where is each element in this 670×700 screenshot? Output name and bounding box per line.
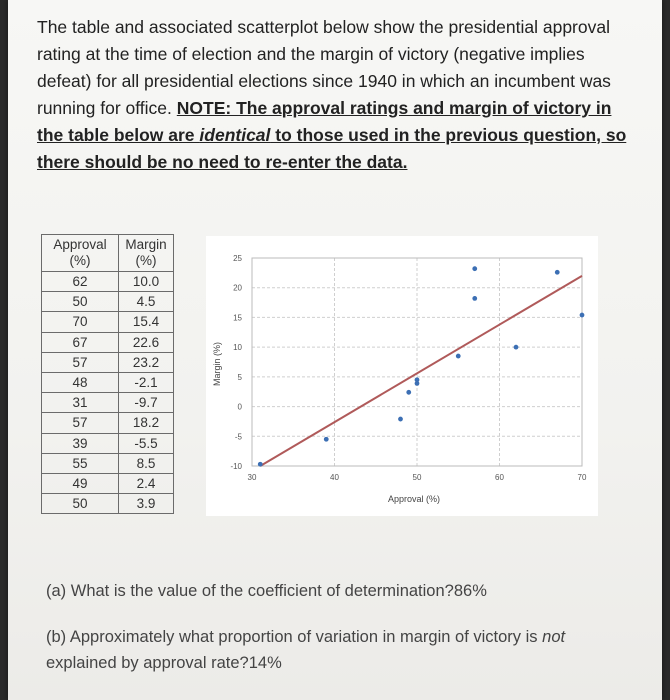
cell-approval: 67 [42,332,119,352]
table-header-row [42,235,174,272]
note-text: NOTE: The approval ratings and margin of victory in the table below are identical to those used in the previous question, so there should be no need to re-enter the data. [37,98,627,172]
cell-margin: 15.4 [119,312,174,332]
cell-approval: 55 [42,453,119,473]
data-point [415,381,420,386]
question-a: (a) What is the value of the coefficient of determination?86% [46,582,487,600]
cell-margin: 2.4 [119,473,174,493]
table-row [42,413,174,433]
data-point [555,270,560,275]
y-tick-label: -5 [234,432,242,442]
cell-approval: 50 [42,494,119,514]
table-row [42,312,174,332]
worksheet-page [8,0,662,700]
x-axis-label: Approval (%) [387,494,441,504]
intro-text: The table and associated scatterplot below show the presidential approval rating at the time of election and the margin of victory (negative implies defeat) for all presidential elections since 1940 in which an incumbent was running for office. [37,17,611,118]
table-row [42,453,174,473]
cell-approval: 57 [42,352,119,372]
cell-approval: 57 [42,413,119,433]
cell-approval: 48 [42,372,119,392]
cell-margin: 3.9 [119,494,174,514]
data-point [472,266,477,271]
table-row [42,272,174,292]
cell-margin: -5.5 [119,433,174,453]
x-tick-label: 70 [577,473,587,482]
header-approval: Approval (%) [42,235,119,272]
x-tick-label: 30 [247,473,257,482]
scatterplot [206,236,598,516]
cell-margin: -2.1 [119,372,174,392]
y-tick-label: 0 [237,402,242,412]
y-tick-label: 15 [233,313,242,323]
y-axis-label: Margin (%) [212,341,222,387]
x-tick-label: 60 [495,473,504,482]
cell-margin: 18.2 [119,413,174,433]
data-point [472,296,477,301]
question-b: (b) Approximately what proportion of variation in margin of victory is not explained by approval rate?14% [46,628,566,672]
cell-margin: 10.0 [119,272,174,292]
data-point [398,417,403,422]
cell-approval: 49 [42,473,119,493]
y-tick-label: -10 [230,462,242,471]
cell-approval: 70 [42,312,119,332]
table-row [42,473,174,493]
problem-statement [37,14,627,176]
cell-margin: -9.7 [119,393,174,413]
y-tick-label: 5 [237,372,242,382]
cell-approval: 50 [42,292,119,312]
y-tick-label: 10 [233,343,242,353]
data-point [580,313,585,318]
cell-margin: 4.5 [119,292,174,312]
data-point [258,462,263,467]
table-row [42,494,174,514]
table-row [42,372,174,392]
cell-approval: 31 [42,393,119,413]
x-tick-label: 50 [412,473,422,482]
cell-margin: 23.2 [119,352,174,372]
cell-margin: 8.5 [119,453,174,473]
table-row [42,393,174,413]
data-point [406,390,411,395]
cell-approval: 62 [42,272,119,292]
header-margin: Margin (%) [119,235,174,272]
data-point [514,345,519,350]
table-row [42,352,174,372]
cell-margin: 22.6 [119,332,174,352]
data-table [41,234,174,514]
data-point [456,354,461,359]
table-row [42,332,174,352]
table-row [42,433,174,453]
data-point [324,437,329,442]
cell-approval: 39 [42,433,119,453]
y-tick-label: 25 [233,254,242,263]
table-row [42,292,174,312]
x-tick-label: 40 [330,473,339,482]
y-tick-label: 20 [233,283,242,293]
